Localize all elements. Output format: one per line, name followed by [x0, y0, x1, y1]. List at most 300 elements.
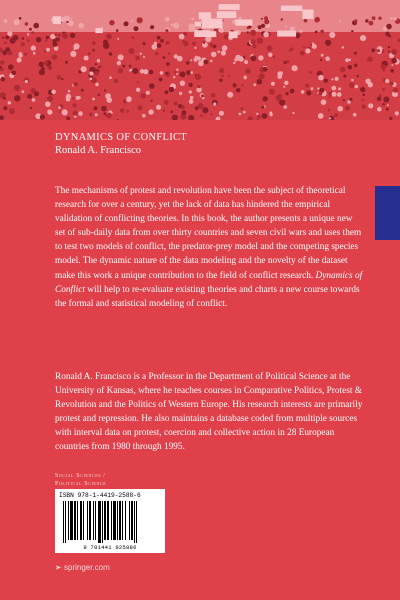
crowd-figure	[243, 56, 245, 58]
crowd-figure	[140, 53, 142, 55]
crowd-figure	[186, 61, 190, 65]
description-text-1: The mechanisms of protest and revolution have been the subject of theoretical research for over a century, yet the lack of data has hindered the empirical validation of conflicting theories. In this book, the author presents a unique new set of sub-daily data from over thirty countries and seven civil wars and uses them to test two models of conflict, the predator-prey model and the competing species model. The dynamic nature of the data modeling and the novelty of the dataset make this work a unique contribution to the field of conflict research.	[55, 186, 362, 281]
barcode-bar	[119, 501, 121, 540]
crowd-figure	[117, 38, 119, 40]
crowd-figure	[179, 92, 182, 95]
crowd-figure	[165, 17, 170, 22]
crowd-figure	[268, 53, 272, 57]
crowd-figure	[332, 92, 337, 97]
crowd-figure	[213, 103, 216, 106]
crowd-banner	[281, 6, 302, 11]
crowd-figure	[32, 98, 36, 102]
crowd-figure	[210, 43, 214, 47]
barcode-bar	[63, 501, 64, 543]
crowd-figure	[71, 17, 73, 19]
crowd-figure	[19, 17, 22, 20]
crowd-figure	[233, 62, 235, 64]
barcode-bar	[104, 501, 106, 540]
crowd-figure	[137, 81, 139, 83]
crowd-figure	[279, 100, 285, 106]
crowd-figure	[58, 34, 61, 37]
crowd-figure	[165, 90, 169, 94]
crowd-figure	[247, 27, 249, 29]
crowd-figure	[56, 37, 60, 41]
crowd-figure	[94, 106, 98, 110]
crowd-figure	[57, 75, 61, 79]
crowd-banner	[195, 22, 202, 27]
crowd-figure	[168, 52, 171, 55]
crowd-figure	[219, 111, 224, 116]
crowd-figure	[200, 114, 203, 117]
crowd-figure	[349, 83, 354, 88]
crowd-figure	[277, 71, 282, 76]
crowd-figure	[328, 109, 331, 112]
crowd-figure	[257, 115, 261, 119]
crowd-figure	[73, 43, 79, 49]
crowd-figure	[4, 19, 8, 23]
crowd-figure	[339, 20, 341, 22]
crowd-figure	[349, 98, 352, 101]
crowd-figure	[188, 27, 193, 32]
crowd-figure	[190, 59, 192, 61]
crowd-figure	[391, 49, 397, 55]
crowd-figure	[24, 53, 27, 56]
crowd-figure	[351, 30, 353, 32]
crowd-figure	[309, 71, 312, 74]
crowd-figure	[72, 103, 76, 107]
crowd-figure	[321, 54, 324, 57]
crowd-figure	[321, 99, 327, 105]
crowd-figure	[273, 55, 276, 58]
crowd-figure	[228, 75, 230, 77]
crowd-figure	[241, 84, 243, 86]
crowd-banner	[199, 12, 211, 19]
barcode-bar	[74, 501, 76, 540]
crowd-figure	[143, 69, 148, 74]
barcode-bar	[87, 501, 88, 540]
crowd-figure	[136, 88, 140, 92]
crowd-figure	[360, 87, 365, 92]
crowd-figure	[31, 31, 34, 34]
barcode-bar	[117, 501, 118, 540]
crowd-figure	[390, 17, 392, 19]
crowd-figure	[259, 73, 265, 79]
crowd-figure	[126, 96, 132, 102]
crowd-figure	[250, 30, 256, 36]
barcode-bar	[98, 501, 101, 543]
crowd-figure	[66, 94, 71, 99]
crowd-figure	[174, 71, 177, 74]
crowd-figure	[156, 105, 161, 110]
crowd-figure	[362, 105, 366, 109]
crowd-figure	[331, 78, 333, 80]
crowd-figure	[1, 77, 6, 82]
crowd-figure	[263, 32, 269, 38]
crowd-figure	[324, 79, 328, 83]
side-color-tab	[375, 186, 400, 240]
crowd-figure	[377, 107, 382, 112]
crowd-figure	[182, 110, 187, 115]
crowd-figure	[300, 51, 305, 56]
crowd-figure	[72, 97, 74, 99]
crowd-figure	[178, 104, 182, 108]
crowd-figure	[14, 85, 20, 91]
crowd-figure	[227, 92, 233, 98]
crowd-banner	[277, 31, 296, 37]
crowd-figure	[290, 89, 295, 94]
crowd-figure	[101, 106, 107, 112]
crowd-figure	[190, 96, 194, 100]
crowd-figure	[284, 81, 288, 85]
crowd-figure	[337, 92, 342, 97]
crowd-figure	[351, 79, 354, 82]
crowd-figure	[219, 79, 222, 82]
crowd-figure	[169, 87, 174, 92]
barcode-bar	[89, 501, 91, 540]
crowd-figure	[221, 75, 224, 78]
barcode-box	[55, 489, 165, 553]
crowd-figure	[176, 69, 178, 71]
crowd-figure	[58, 106, 61, 109]
crowd-figure	[261, 18, 263, 20]
crowd-figure	[387, 104, 389, 106]
barcode-bar	[129, 501, 130, 540]
crowd-figure	[222, 45, 228, 51]
crowd-figure	[256, 113, 258, 115]
crowd-figure	[44, 50, 46, 52]
barcode-bar	[77, 501, 78, 540]
crowd-figure	[253, 44, 257, 48]
crowd-figure	[325, 40, 331, 46]
crowd-figure	[253, 83, 256, 86]
crowd-figure	[81, 89, 84, 92]
book-title: DYNAMICS OF CONFLICT	[55, 132, 188, 143]
crowd-figure	[68, 90, 71, 93]
crowd-figure	[166, 62, 170, 66]
crowd-banner	[53, 16, 61, 24]
crowd-figure	[51, 90, 56, 95]
crowd-figure	[146, 91, 150, 95]
crowd-figure	[47, 110, 50, 113]
crowd-figure	[165, 29, 168, 32]
crowd-figure	[152, 44, 158, 50]
crowd-banner	[302, 10, 313, 20]
crowd-figure	[76, 96, 80, 100]
crowd-figure	[383, 69, 385, 71]
barcode-bar	[111, 501, 112, 540]
crowd-figure	[360, 35, 366, 41]
crowd-figure	[79, 23, 85, 29]
crowd-figure	[334, 113, 338, 117]
crowd-figure	[61, 78, 63, 80]
crowd-banner	[202, 19, 223, 29]
crowd-figure	[192, 42, 196, 46]
crowd-figure	[58, 111, 60, 113]
crowd-figure	[118, 54, 124, 60]
crowd-figure	[46, 36, 49, 39]
crowd-banner	[229, 31, 238, 38]
crowd-figure	[239, 113, 242, 116]
barcode-bar	[93, 501, 94, 540]
crowd-figure	[262, 113, 268, 119]
crowd-figure	[315, 17, 320, 22]
crowd-figure	[70, 51, 76, 57]
crowd-figure	[157, 43, 162, 48]
crowd-figure	[383, 27, 387, 31]
crowd-figure	[89, 113, 93, 117]
barcode-bar	[125, 501, 126, 540]
crowd-figure	[258, 55, 263, 60]
book-author: Ronald A. Francisco	[55, 145, 142, 156]
crowd-figure	[368, 103, 373, 108]
crowd-figure	[148, 109, 153, 114]
crowd-figure	[95, 83, 99, 87]
barcode-bar	[131, 501, 133, 540]
crowd-figure	[117, 61, 121, 65]
crowd-figure	[203, 60, 208, 65]
crowd-figure	[257, 38, 263, 44]
crowd-figure	[243, 111, 246, 114]
crowd-figure	[378, 17, 381, 20]
crowd-figure	[331, 86, 336, 91]
crowd-figure	[27, 33, 29, 35]
crowd-figure	[25, 80, 28, 83]
crowd-figure	[281, 18, 284, 21]
crowd-figure	[48, 65, 53, 70]
crowd-figure	[95, 63, 97, 65]
crowd-figure	[395, 111, 399, 115]
crowd-figure	[9, 108, 15, 114]
crowd-figure	[263, 96, 268, 101]
barcode-bar	[80, 501, 82, 540]
crowd-figure	[369, 21, 374, 26]
crowd-figure	[116, 29, 119, 32]
publisher-link[interactable]	[55, 563, 110, 572]
crowd-figure	[286, 60, 289, 63]
crowd-figure	[131, 36, 134, 39]
crowd-figure	[197, 85, 200, 88]
crowd-figure	[118, 68, 123, 73]
crowd-figure	[354, 19, 357, 22]
barcode-bars	[59, 501, 161, 543]
crowd-figure	[340, 67, 346, 73]
crowd-figure	[290, 48, 294, 52]
crowd-figure	[8, 101, 11, 104]
crowd-figure	[8, 64, 14, 70]
crowd-figure	[78, 111, 83, 116]
crowd-figure	[22, 90, 25, 93]
crowd-figure	[243, 76, 247, 80]
crowd-figure	[379, 94, 381, 96]
crowd-figure	[0, 68, 3, 71]
crowd-figure	[354, 52, 357, 55]
crowd-figure	[304, 19, 308, 23]
crowd-figure	[271, 82, 275, 86]
crowd-figure	[62, 109, 68, 115]
crowd-figure	[106, 34, 112, 40]
crowd-figure	[383, 97, 389, 103]
crowd-figure	[211, 52, 217, 58]
crowd-figure	[89, 71, 93, 75]
crowd-figure	[171, 24, 173, 26]
crowd-figure	[166, 41, 170, 45]
crowd-figure	[33, 23, 39, 29]
crowd-figure	[258, 25, 262, 29]
crowd-figure	[103, 43, 109, 49]
crowd-figure	[19, 52, 23, 56]
crowd-figure	[312, 43, 315, 46]
crowd-figure	[129, 69, 131, 71]
crowd-figure	[385, 79, 389, 83]
crowd-figure	[2, 50, 7, 55]
crowd-figure	[365, 19, 368, 22]
crowd-figure	[189, 99, 194, 104]
crowd-figure	[264, 19, 269, 24]
crowd-figure	[137, 17, 143, 23]
crowd-figure	[218, 50, 221, 53]
crowd-figure	[157, 36, 161, 40]
crowd-figure	[7, 51, 10, 54]
crowd-figure	[81, 66, 87, 72]
crowd-banner	[95, 28, 102, 33]
crowd-figure	[210, 113, 212, 115]
crowd-figure	[180, 81, 185, 86]
category-line-2: Political Science	[55, 481, 107, 487]
crowd-figure	[239, 17, 242, 20]
crowd-figure	[134, 26, 139, 31]
crowd-figure	[202, 107, 208, 113]
crowd-figure	[337, 106, 343, 112]
crowd-figure	[120, 108, 125, 113]
crowd-figure	[311, 87, 314, 90]
crowd-figure	[142, 114, 146, 118]
crowd-figure	[389, 117, 392, 120]
crowd-figure	[61, 17, 67, 23]
crowd-figure	[361, 99, 363, 101]
crowd-figure	[25, 22, 29, 26]
crowd-banner	[219, 4, 240, 10]
crowd-figure	[285, 25, 287, 27]
crowd-figure	[250, 39, 255, 44]
crowd-figure	[122, 65, 125, 68]
crowd-figure	[173, 23, 179, 29]
crowd-figure	[186, 70, 191, 75]
crowd-figure	[129, 65, 132, 68]
barcode-bar	[136, 501, 137, 543]
crowd-figure	[192, 18, 195, 21]
crowd-figure	[300, 30, 303, 33]
barcode-bar	[134, 501, 135, 543]
crowd-figure	[247, 31, 249, 33]
author-bio: Ronald A. Francisco is a Professor in the Department of Political Science at the University of Kansas, where he teaches courses in Comparative Politics, Protest & Revolution and the Politics of Western Europe. His research interests are primarily protest and repression. He also maintains a database coded from multiple sources with interval data on protest, coercion and collective action in 28 European countries from 1980 through 1995.	[55, 372, 363, 453]
crowd-figure	[354, 64, 358, 68]
isbn-label: ISBN 978-1-4419-2588-6	[59, 492, 141, 499]
crowd-figure	[47, 96, 53, 102]
crowd-figure	[348, 59, 351, 62]
crowd-figure	[2, 37, 4, 39]
crowd-figure	[315, 31, 318, 34]
crowd-figure	[211, 93, 216, 98]
crowd-figure	[135, 56, 140, 61]
crowd-figure	[73, 83, 76, 86]
crowd-figure	[150, 25, 154, 29]
crowd-figure	[343, 75, 346, 78]
crowd-figure	[345, 106, 350, 111]
crowd-figure	[98, 94, 100, 96]
crowd-figure	[329, 117, 331, 119]
crowd-figure	[30, 107, 32, 109]
crowd-figure	[382, 103, 385, 106]
crowd-banner	[194, 30, 210, 37]
crowd-figure	[305, 84, 309, 88]
crowd-figure	[283, 86, 285, 88]
barcode-bar	[65, 501, 66, 543]
crowd-figure	[235, 55, 241, 61]
crowd-figure	[14, 95, 20, 101]
crowd-figure	[210, 60, 213, 63]
crowd-figure	[201, 94, 204, 97]
crowd-figure	[329, 32, 335, 38]
crowd-figure	[92, 41, 96, 45]
crowd-figure	[29, 28, 32, 31]
crowd-figure	[107, 113, 112, 118]
springer-arrow-icon	[55, 564, 62, 571]
subject-category	[55, 472, 106, 488]
crowd-figure	[109, 52, 112, 55]
crowd-figure	[391, 64, 393, 66]
crowd-figure	[372, 16, 376, 20]
crowd-figure	[176, 73, 178, 75]
crowd-figure	[320, 30, 324, 34]
crowd-figure	[197, 56, 201, 60]
crowd-figure	[318, 92, 322, 96]
crowd-figure	[131, 20, 133, 22]
crowd-figure	[21, 42, 25, 46]
crowd-figure	[52, 54, 57, 59]
crowd-figure	[251, 56, 257, 62]
crowd-figure	[90, 78, 93, 81]
crowd-figure	[36, 37, 42, 43]
crowd-figure	[159, 78, 163, 82]
crowd-figure	[391, 58, 397, 64]
crowd-figure	[149, 70, 154, 75]
crowd-figure	[30, 88, 35, 93]
crowd-figure	[367, 56, 373, 62]
crowd-figure	[95, 113, 98, 116]
crowd-figure	[343, 99, 345, 101]
crowd-figure	[255, 28, 258, 31]
crowd-figure	[189, 83, 193, 87]
crowd-figure	[165, 72, 168, 75]
crowd-figure	[22, 37, 25, 40]
crowd-figure	[177, 56, 183, 62]
crowd-figure	[292, 112, 294, 114]
barcode-bar	[95, 501, 96, 540]
crowd-figure	[17, 58, 22, 63]
barcode-bar	[68, 501, 69, 540]
cover-photo-crowd	[0, 0, 400, 120]
crowd-figure	[92, 98, 95, 101]
crowd-banner	[217, 11, 237, 18]
crowd-figure	[124, 21, 129, 26]
crowd-figure	[174, 102, 178, 106]
crowd-figure	[381, 64, 386, 69]
crowd-figure	[262, 106, 265, 109]
crowd-figure	[328, 96, 330, 98]
crowd-figure	[45, 101, 51, 107]
crowd-figure	[140, 93, 145, 98]
crowd-figure	[335, 77, 339, 81]
